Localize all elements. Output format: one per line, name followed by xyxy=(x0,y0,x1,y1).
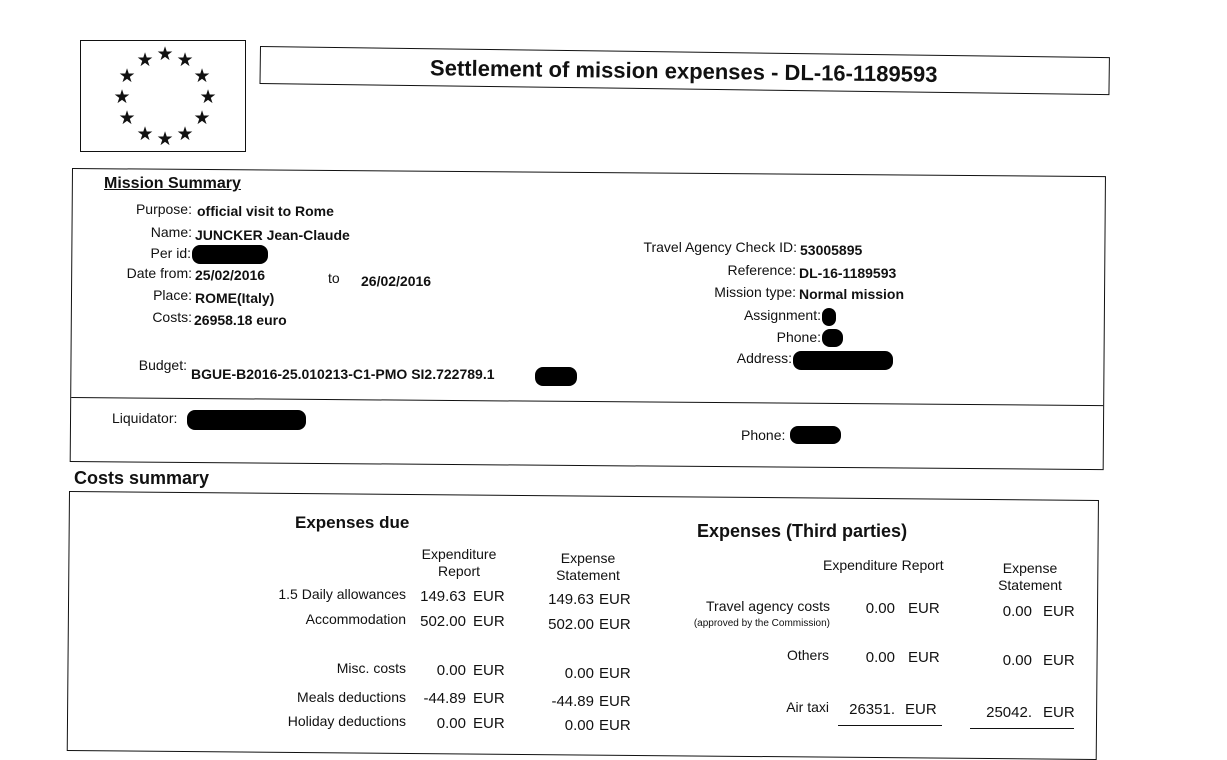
page-title: Settlement of mission expenses - DL-16-1189593 xyxy=(429,55,938,87)
svg-text:★: ★ xyxy=(193,65,211,87)
liquidator-label: Liquidator: xyxy=(112,410,178,426)
to-label: to xyxy=(328,270,340,286)
due-row-c2: EUR xyxy=(599,616,631,633)
place-label: Place: xyxy=(153,287,192,303)
third-row-v1: 0.00 xyxy=(865,600,895,617)
air-taxi-es-underline xyxy=(970,728,1074,729)
svg-text:★: ★ xyxy=(136,49,154,71)
svg-text:★: ★ xyxy=(199,86,217,108)
third-row-v1: 0.00 xyxy=(865,649,895,666)
perid-label: Per id: xyxy=(150,245,191,261)
third-row-label: Air taxi xyxy=(786,699,829,715)
svg-text:★: ★ xyxy=(118,107,136,129)
place-value: ROME(Italy) xyxy=(195,290,275,306)
eu-stars-icon xyxy=(81,41,245,151)
third-row-c2: EUR xyxy=(1043,652,1075,669)
due-row-v1: 502.00 xyxy=(420,613,466,630)
costs-label: Costs: xyxy=(152,309,192,325)
date-from-value: 25/02/2016 xyxy=(195,267,266,283)
due-row-v2: -44.89 xyxy=(551,693,594,710)
third-row-v2: 0.00 xyxy=(1002,603,1032,620)
due-row-label: 1.5 Daily allowances xyxy=(278,586,406,602)
mission-type-label: Mission type: xyxy=(714,284,796,300)
svg-text:★: ★ xyxy=(176,49,194,71)
due-row-label: Holiday deductions xyxy=(287,713,406,729)
due-row-c2: EUR xyxy=(599,693,631,710)
eu-flag-logo xyxy=(80,40,246,152)
purpose-label: Purpose: xyxy=(135,201,192,217)
svg-text:★: ★ xyxy=(136,123,154,145)
reference-value: DL-16-1189593 xyxy=(799,265,897,281)
redacted-liquidator-phone xyxy=(790,426,841,444)
due-row-label: Accommodation xyxy=(305,611,406,627)
due-row-v1: 149.63 xyxy=(420,588,466,605)
reference-label: Reference: xyxy=(727,262,796,278)
purpose-value: official visit to Rome xyxy=(197,203,334,219)
costs-value: 26958.18 euro xyxy=(194,312,287,328)
due-row-c2: EUR xyxy=(599,717,631,734)
name-value: JUNCKER Jean-Claude xyxy=(195,227,350,243)
expenses-due-heading: Expenses due xyxy=(295,513,410,532)
redacted-assignment xyxy=(822,308,836,326)
redacted-liquidator xyxy=(187,410,306,430)
svg-text:★: ★ xyxy=(118,65,136,87)
third-row-c2: EUR xyxy=(1043,704,1075,721)
third-row-label: Others xyxy=(786,647,829,663)
third-row-v1: 26351. xyxy=(849,701,895,718)
third-col-expenditure-report: Expenditure Report xyxy=(823,557,944,573)
redacted-budget-suffix xyxy=(535,367,577,386)
due-row-c1: EUR xyxy=(473,715,505,732)
due-row-v2: 502.00 xyxy=(548,616,594,633)
air-taxi-er-underline xyxy=(838,725,942,726)
liquidator-divider xyxy=(71,397,1103,406)
redacted-perid xyxy=(192,245,268,264)
third-row-c2: EUR xyxy=(1043,603,1075,620)
due-row-c1: EUR xyxy=(473,613,505,630)
mission-summary-heading: Mission Summary xyxy=(104,175,241,192)
third-row-c1: EUR xyxy=(908,600,940,617)
due-row-v2: 149.63 xyxy=(548,591,594,608)
costs-summary-heading: Costs summary xyxy=(74,468,210,488)
liquidator-phone-label: Phone: xyxy=(741,427,786,443)
due-row-label: Misc. costs xyxy=(336,660,406,676)
due-row-c1: EUR xyxy=(473,662,505,679)
budget-value: BGUE-B2016-25.010213-C1-PMO SI2.722789.1 xyxy=(191,366,495,382)
third-col-expense-statement: Expense Statement xyxy=(998,560,1062,593)
phone-label: Phone: xyxy=(776,329,821,345)
svg-text:★: ★ xyxy=(113,86,131,108)
due-row-v1: 0.00 xyxy=(436,715,466,732)
due-row-v2: 0.00 xyxy=(564,665,594,682)
third-row-c1: EUR xyxy=(908,649,940,666)
redacted-address xyxy=(793,351,893,370)
date-to-value: 26/02/2016 xyxy=(361,273,432,289)
due-row-c1: EUR xyxy=(473,690,505,707)
date-from-label: Date from: xyxy=(126,265,192,281)
assignment-label: Assignment: xyxy=(743,307,821,323)
due-row-v2: 0.00 xyxy=(564,717,594,734)
travel-agency-check-value: 53005895 xyxy=(800,242,863,258)
svg-text:★: ★ xyxy=(176,123,194,145)
due-row-label: Meals deductions xyxy=(297,689,406,705)
svg-text:★: ★ xyxy=(156,128,174,150)
third-row-label: Travel agency costs xyxy=(706,598,830,614)
due-row-c2: EUR xyxy=(599,665,631,682)
travel-agency-check-label: Travel Agency Check ID: xyxy=(643,239,797,255)
address-label: Address: xyxy=(736,350,792,366)
budget-label: Budget: xyxy=(138,357,187,373)
redacted-phone xyxy=(822,329,843,347)
svg-text:★: ★ xyxy=(156,43,174,65)
due-row-c2: EUR xyxy=(599,591,631,608)
due-col-expense-statement: Expense Statement xyxy=(556,550,620,583)
expenses-third-heading: Expenses (Third parties) xyxy=(697,521,908,541)
svg-text:★: ★ xyxy=(193,107,211,129)
due-row-v1: 0.00 xyxy=(436,662,466,679)
third-row-v2: 0.00 xyxy=(1002,652,1032,669)
third-row-sublabel: (approved by the Commission) xyxy=(693,618,830,629)
due-col-expenditure-report: Expenditure Report xyxy=(421,546,497,579)
name-label: Name: xyxy=(150,224,192,240)
due-row-c1: EUR xyxy=(473,588,505,605)
third-row-c1: EUR xyxy=(905,701,937,718)
third-row-v2: 25042. xyxy=(986,704,1032,721)
due-row-v1: -44.89 xyxy=(423,690,466,707)
title-box xyxy=(260,46,1110,95)
mission-type-value: Normal mission xyxy=(799,286,905,302)
